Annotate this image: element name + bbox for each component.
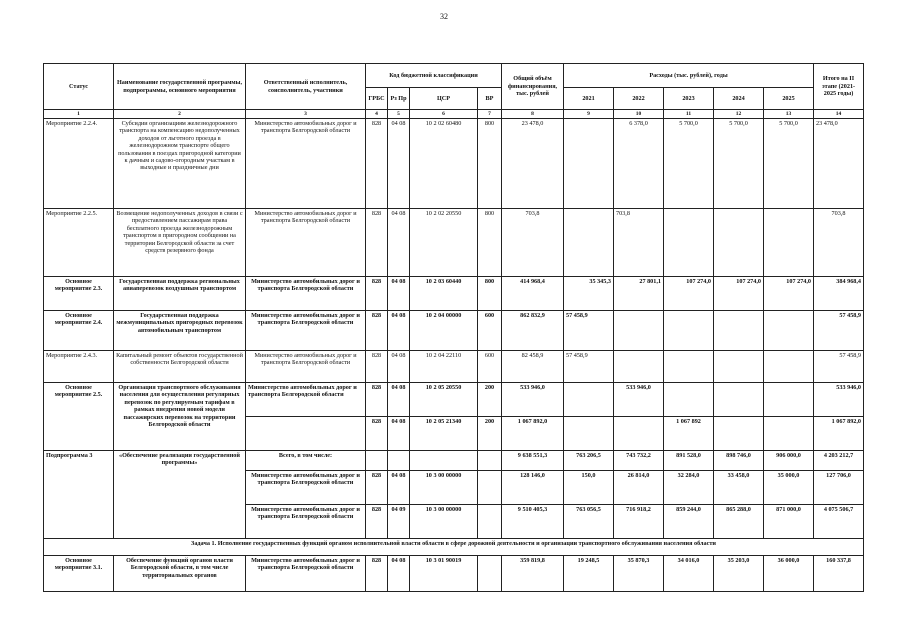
row-vr xyxy=(478,471,502,505)
row-stage: 533 946,0 xyxy=(814,383,864,417)
row-csr: 10 2 02 20550 xyxy=(410,209,478,277)
row-y2024 xyxy=(714,311,764,351)
row-name: Государственная поддержка региональных авиаперевозок воздушным транспортом xyxy=(114,277,246,311)
header-expenses: Расходы (тыс. рублей), годы xyxy=(564,64,814,88)
row-y2025: 36 000,0 xyxy=(764,556,814,592)
row-rzpr: 04 08 xyxy=(388,417,410,451)
row-y2023: 107 274,0 xyxy=(664,277,714,311)
row-rzpr: 04 08 xyxy=(388,556,410,592)
row-total: 359 819,8 xyxy=(502,556,564,592)
column-number: 11 xyxy=(664,110,714,119)
table-row xyxy=(44,556,864,592)
row-y2025: 871 000,0 xyxy=(764,505,814,539)
row-y2022: 26 814,0 xyxy=(614,471,664,505)
row-y2021: 19 248,5 xyxy=(564,556,614,592)
row-executor: Министерство автомобильных дорог и транспорта Белгородской области xyxy=(246,505,366,539)
column-number-row xyxy=(44,110,864,119)
row-csr: 10 2 03 60440 xyxy=(410,277,478,311)
row-status: Мероприятие 2.2.5. xyxy=(44,209,114,277)
row-rzpr: 04 08 xyxy=(388,277,410,311)
row-grbs: 828 xyxy=(366,383,388,417)
row-vr xyxy=(478,556,502,592)
row-y2022: 703,8 xyxy=(614,209,664,277)
row-y2021 xyxy=(564,417,614,451)
row-csr xyxy=(410,451,478,471)
row-csr: 10 3 00 00000 xyxy=(410,505,478,539)
row-grbs: 828 xyxy=(366,417,388,451)
row-grbs xyxy=(366,451,388,471)
row-executor: Министерство автомобильных дорог и транспорта Белгородской области xyxy=(246,209,366,277)
row-y2022: 35 870,3 xyxy=(614,556,664,592)
row-y2025 xyxy=(764,417,814,451)
column-number: 10 xyxy=(614,110,664,119)
row-status: Основное мероприятие 2.5. xyxy=(44,383,114,451)
row-executor: Министерство автомобильных дорог и транспорта Белгородской области xyxy=(246,383,366,417)
row-stage: 703,8 xyxy=(814,209,864,277)
row-vr: 600 xyxy=(478,351,502,383)
row-csr: 10 3 00 00000 xyxy=(410,471,478,505)
row-csr: 10 2 04 22110 xyxy=(410,351,478,383)
row-vr: 800 xyxy=(478,277,502,311)
row-rzpr: 04 08 xyxy=(388,119,410,209)
row-total: 9 638 551,3 xyxy=(502,451,564,471)
row-y2025: 35 000,0 xyxy=(764,471,814,505)
row-y2023: 891 528,0 xyxy=(664,451,714,471)
row-executor xyxy=(246,417,366,451)
row-name: Обеспечение функций органов власти Белгородской области, в том числе территориальных органов xyxy=(114,556,246,592)
row-y2025 xyxy=(764,311,814,351)
row-y2025: 906 000,0 xyxy=(764,451,814,471)
task-title: Задача 1. Исполнение государственных функций органом исполнительной власти области в сфере дорожной деятельности и организации транспортного обслуживания населения области xyxy=(44,539,864,556)
row-y2023: 5 700,0 xyxy=(664,119,714,209)
row-vr: 800 xyxy=(478,209,502,277)
row-y2023 xyxy=(664,383,714,417)
table-row xyxy=(44,383,864,417)
row-y2024: 107 274,0 xyxy=(714,277,764,311)
row-y2022 xyxy=(614,417,664,451)
row-name: Возмещение недополученных доходов в связи с предоставлением пассажирам права бесплатного проезда железнодорожным транспортом в пригородном сообщении на территории Белгородской области за счет средств резервного фонда xyxy=(114,209,246,277)
row-vr: 200 xyxy=(478,417,502,451)
row-total: 703,8 xyxy=(502,209,564,277)
row-executor: Всего, в том числе: xyxy=(246,451,366,471)
column-number: 5 xyxy=(388,110,410,119)
row-y2022 xyxy=(614,311,664,351)
row-y2025: 5 700,0 xyxy=(764,119,814,209)
row-stage: 4 075 506,7 xyxy=(814,505,864,539)
row-total: 9 510 405,3 xyxy=(502,505,564,539)
column-number: 12 xyxy=(714,110,764,119)
row-name: «Обеспечение реализации государственной программы» xyxy=(114,451,246,539)
header-csr: ЦСР xyxy=(410,88,478,110)
header-year: 2025 xyxy=(764,88,814,110)
table-row xyxy=(44,277,864,311)
row-name: Государственная поддержка межмуниципальных пригородных перевозок автомобильным транспортом xyxy=(114,311,246,351)
row-total: 862 832,9 xyxy=(502,311,564,351)
row-csr: 10 2 05 20550 xyxy=(410,383,478,417)
row-rzpr: 04 08 xyxy=(388,209,410,277)
row-y2021: 763 056,5 xyxy=(564,505,614,539)
row-y2024 xyxy=(714,351,764,383)
row-name: Капитальный ремонт объектов государственной собственности Белгородской области xyxy=(114,351,246,383)
row-grbs: 828 xyxy=(366,311,388,351)
row-vr: 600 xyxy=(478,311,502,351)
header-vr: ВР xyxy=(478,88,502,110)
column-number: 13 xyxy=(764,110,814,119)
header-rz-pr: Рз Пр xyxy=(388,88,410,110)
column-number: 7 xyxy=(478,110,502,119)
row-stage: 127 706,0 xyxy=(814,471,864,505)
header-total-stage: Итого на II этапе (2021-2025 годы) xyxy=(814,64,864,110)
row-y2024 xyxy=(714,417,764,451)
row-y2023: 859 244,0 xyxy=(664,505,714,539)
row-rzpr: 04 08 xyxy=(388,351,410,383)
row-y2024: 33 458,0 xyxy=(714,471,764,505)
row-y2021 xyxy=(564,209,614,277)
row-y2021: 35 345,3 xyxy=(564,277,614,311)
row-vr xyxy=(478,451,502,471)
row-stage: 23 478,0 xyxy=(814,119,864,209)
row-rzpr: 04 08 xyxy=(388,311,410,351)
row-y2024: 5 700,0 xyxy=(714,119,764,209)
header-year: 2021 xyxy=(564,88,614,110)
header-year: 2023 xyxy=(664,88,714,110)
header-year: 2024 xyxy=(714,88,764,110)
row-executor: Министерство автомобильных дорог и транспорта Белгородской области xyxy=(246,119,366,209)
row-y2021: 57 458,9 xyxy=(564,351,614,383)
table-row xyxy=(44,209,864,277)
column-number: 14 xyxy=(814,110,864,119)
row-status: Основное мероприятие 2.4. xyxy=(44,311,114,351)
table-row xyxy=(44,311,864,351)
row-total: 128 146,0 xyxy=(502,471,564,505)
row-total: 414 968,4 xyxy=(502,277,564,311)
row-y2023: 34 016,0 xyxy=(664,556,714,592)
row-y2025 xyxy=(764,209,814,277)
row-y2021: 763 206,5 xyxy=(564,451,614,471)
row-y2023 xyxy=(664,209,714,277)
row-csr: 10 3 01 90019 xyxy=(410,556,478,592)
row-y2021: 150,0 xyxy=(564,471,614,505)
row-rzpr: 04 08 xyxy=(388,383,410,417)
row-stage: 384 968,4 xyxy=(814,277,864,311)
row-status: Мероприятие 2.4.3. xyxy=(44,351,114,383)
header-total-volume: Общий объём финансирования, тыс. рублей xyxy=(502,64,564,110)
row-total: 1 067 892,0 xyxy=(502,417,564,451)
row-vr xyxy=(478,505,502,539)
row-y2022: 6 378,0 xyxy=(614,119,664,209)
row-grbs: 828 xyxy=(366,119,388,209)
row-y2022: 743 732,2 xyxy=(614,451,664,471)
row-status: Основное мероприятие 2.3. xyxy=(44,277,114,311)
row-y2023: 1 067 892 xyxy=(664,417,714,451)
budget-table xyxy=(43,63,864,592)
row-name: Организация транспортного обслуживания населения для осуществления регулярных перевозок по регулируемым тарифам в рамках внедрения новой модели пассажирских перевозок на территории Белгородской области xyxy=(114,383,246,451)
row-grbs: 828 xyxy=(366,556,388,592)
row-stage: 160 337,8 xyxy=(814,556,864,592)
row-y2025 xyxy=(764,383,814,417)
row-status: Мероприятие 2.2.4. xyxy=(44,119,114,209)
row-total: 82 458,9 xyxy=(502,351,564,383)
row-stage: 57 458,9 xyxy=(814,351,864,383)
row-grbs: 828 xyxy=(366,471,388,505)
header-budget-code: Код бюджетной классификации xyxy=(366,64,502,88)
row-executor: Министерство автомобильных дорог и транспорта Белгородской области xyxy=(246,556,366,592)
row-vr: 200 xyxy=(478,383,502,417)
table-row xyxy=(44,451,864,471)
row-grbs: 828 xyxy=(366,277,388,311)
row-csr: 10 2 05 21340 xyxy=(410,417,478,451)
row-executor: Министерство автомобильных дорог и транспорта Белгородской области xyxy=(246,351,366,383)
task-row xyxy=(44,539,864,556)
column-number: 9 xyxy=(564,110,614,119)
row-stage: 4 203 212,7 xyxy=(814,451,864,471)
row-stage: 1 067 892,0 xyxy=(814,417,864,451)
row-y2023: 32 284,0 xyxy=(664,471,714,505)
row-status: Подпрограмма 3 xyxy=(44,451,114,539)
row-csr: 10 2 02 60480 xyxy=(410,119,478,209)
row-stage: 57 458,9 xyxy=(814,311,864,351)
row-y2021 xyxy=(564,383,614,417)
row-y2024: 865 288,0 xyxy=(714,505,764,539)
row-executor: Министерство автомобильных дорог и транспорта Белгородской области xyxy=(246,471,366,505)
row-y2024 xyxy=(714,209,764,277)
page-number: 32 xyxy=(440,12,448,21)
row-rzpr: 04 09 xyxy=(388,505,410,539)
header-executor: Ответственный исполнитель, соисполнитель, участники xyxy=(246,64,366,110)
row-y2024: 35 203,0 xyxy=(714,556,764,592)
column-number: 1 xyxy=(44,110,114,119)
row-y2024 xyxy=(714,383,764,417)
row-grbs: 828 xyxy=(366,351,388,383)
row-y2023 xyxy=(664,311,714,351)
table-row xyxy=(44,119,864,209)
row-total: 533 946,0 xyxy=(502,383,564,417)
row-grbs: 828 xyxy=(366,209,388,277)
row-y2022 xyxy=(614,351,664,383)
row-y2025: 107 274,0 xyxy=(764,277,814,311)
header-status: Статус xyxy=(44,64,114,110)
table-row xyxy=(44,351,864,383)
row-y2022: 27 801,1 xyxy=(614,277,664,311)
row-total: 23 478,0 xyxy=(502,119,564,209)
row-rzpr: 04 08 xyxy=(388,471,410,505)
column-number: 8 xyxy=(502,110,564,119)
row-y2021 xyxy=(564,119,614,209)
column-number: 2 xyxy=(114,110,246,119)
column-number: 6 xyxy=(410,110,478,119)
column-number: 4 xyxy=(366,110,388,119)
row-y2023 xyxy=(664,351,714,383)
header-program-name: Наименование государственной программы, подпрограммы, основного мероприятия xyxy=(114,64,246,110)
header-grbs: ГРБС xyxy=(366,88,388,110)
row-rzpr xyxy=(388,451,410,471)
row-status: Основное мероприятие 3.1. xyxy=(44,556,114,592)
row-csr: 10 2 04 00000 xyxy=(410,311,478,351)
row-vr: 800 xyxy=(478,119,502,209)
row-y2022: 716 918,2 xyxy=(614,505,664,539)
header-year: 2022 xyxy=(614,88,664,110)
row-y2021: 57 458,9 xyxy=(564,311,614,351)
row-y2025 xyxy=(764,351,814,383)
row-executor: Министерство автомобильных дорог и транспорта Белгородской области xyxy=(246,277,366,311)
row-y2024: 898 746,0 xyxy=(714,451,764,471)
row-executor: Министерство автомобильных дорог и транспорта Белгородской области xyxy=(246,311,366,351)
row-name: Субсидии организациям железнодорожного транспорта на компенсацию недополученных доходов от льготного проезда в железнодорожном транспорте общего пользования в поездах пригородной категории к дачным и садово-огородным участкам в выходные и праздничные дни xyxy=(114,119,246,209)
row-y2022: 533 946,0 xyxy=(614,383,664,417)
row-grbs: 828 xyxy=(366,505,388,539)
column-number: 3 xyxy=(246,110,366,119)
